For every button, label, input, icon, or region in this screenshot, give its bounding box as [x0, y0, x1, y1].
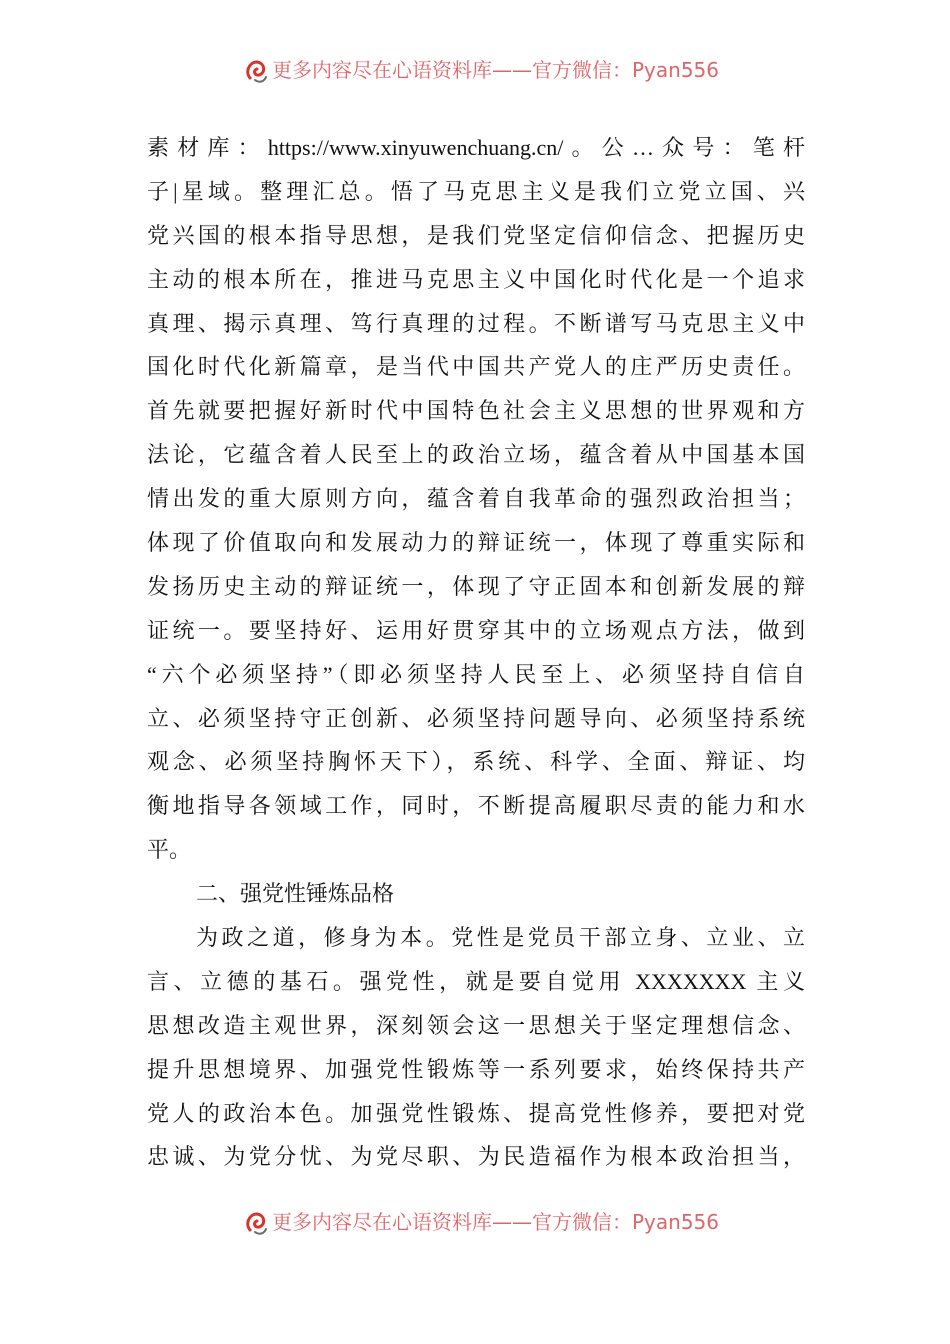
text-line: 证统一。要坚持好、运用好贯穿其中的立场观点方法，做到	[147, 617, 805, 643]
text-line: 体现了价值取向和发展动力的辩证统一，体现了尊重实际和	[147, 530, 805, 556]
text-line: 发扬历史主动的辩证统一，体现了守正固本和创新发展的辩	[147, 573, 805, 599]
header-watermark-text: 更多内容尽在心语资料库——官方微信：Pyan556	[272, 60, 720, 82]
text-line: 平。	[147, 837, 192, 863]
text-line: 言、立德的基石。强党性，就是要自觉用 XXXXXXX 主义	[147, 968, 805, 994]
text-line: 思想改造主观世界，深刻领会这一思想关于坚定理想信念、	[147, 1012, 805, 1038]
text-line: “六个必须坚持”（即必须坚持人民至上、必须坚持自信自	[147, 661, 805, 687]
text-line: 忠诚、为党分忧、为党尽职、为民造福作为根本政治担当，	[147, 1144, 805, 1170]
text-line: 党兴国的根本指导思想，是我们党坚定信仰信念、把握历史	[147, 222, 805, 248]
text-line: 衡地指导各领域工作，同时，不断提高履职尽责的能力和水	[147, 793, 805, 819]
text-line: 立、必须坚持守正创新、必须坚持问题导向、必须坚持系统	[147, 705, 805, 731]
text-line: 党人的政治本色。加强党性锻炼、提高党性修养，要把对党	[147, 1100, 805, 1126]
text-line: 子|星域。整理汇总。悟了马克思主义是我们立党立国、兴	[147, 178, 805, 204]
text-line: 真理、揭示真理、笃行真理的过程。不断谱写马克思主义中	[147, 310, 805, 336]
text-line: 法论，它蕴含着人民至上的政治立场，蕴含着从中国基本国	[147, 442, 805, 468]
text-line: 情出发的重大原则方向，蕴含着自我革命的强烈政治担当；	[147, 486, 805, 512]
footer-watermark-clip	[272, 1212, 722, 1236]
text-line: 主动的根本所在，推进马克思主义中国化时代化是一个追求	[147, 266, 805, 292]
header-watermark	[242, 56, 722, 84]
swirl-logo-icon	[242, 57, 270, 85]
text-line: 国化时代化新篇章，是当代中国共产党人的庄严历史责任。	[147, 354, 805, 380]
footer-watermark-text: 更多内容尽在心语资料库——官方微信：Pyan556	[272, 1212, 720, 1234]
text-line: 观念、必须坚持胸怀天下），系统、科学、全面、辩证、均	[147, 749, 805, 775]
section-heading: 二、强党性锤炼品格	[196, 881, 395, 907]
header-watermark-clip	[272, 60, 722, 84]
text-line: 为政之道，修身为本。党性是党员干部立身、立业、立	[196, 925, 805, 951]
document-body	[147, 126, 805, 1179]
swirl-logo-icon	[242, 1209, 270, 1237]
text-line: 首先就要把握好新时代中国特色社会主义思想的世界观和方	[147, 398, 805, 424]
footer-watermark	[242, 1208, 722, 1236]
text-line: 素材库：https://www.xinyuwenchuang.cn/。公…众号：笔杆	[147, 135, 805, 160]
text-line: 提升思想境界、加强党性锻炼等一系列要求，始终保持共产	[147, 1056, 805, 1082]
